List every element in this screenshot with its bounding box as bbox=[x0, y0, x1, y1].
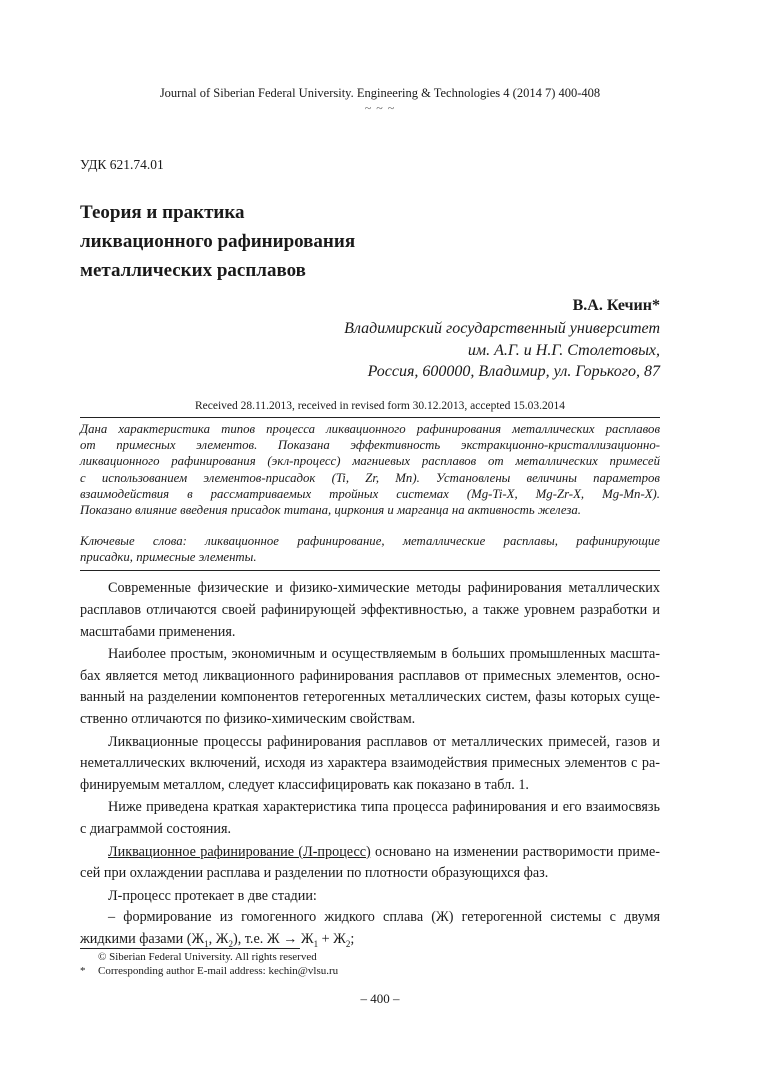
abstract-bottom-rule bbox=[80, 570, 660, 571]
body-line: неметаллических включений, исходя из характера взаимодействия примесных элементов с ра- bbox=[80, 755, 660, 772]
title-line: Теория и практика bbox=[80, 202, 245, 223]
footnote-marker: * bbox=[80, 965, 86, 977]
article-title bbox=[80, 198, 355, 285]
udk-code: УДК 621.74.01 bbox=[80, 157, 164, 172]
abstract-top-rule bbox=[80, 417, 660, 418]
abstract-line: взаимодействия в рассматриваемых тройных системах (Mg-Ti-X, Mg-Zr-X, Mg-Mn-X). bbox=[80, 486, 660, 501]
affiliation-line: Владимирский государственный университет bbox=[344, 320, 660, 337]
journal-header: Journal of Siberian Federal University. Engineering & Technologies 4 (2014 7) 400-408 bbox=[159, 86, 601, 100]
body-line: масштабами применения. bbox=[80, 623, 236, 640]
body-line: Л-процесс протекает в две стадии: bbox=[108, 887, 317, 904]
affiliation-line: Россия, 600000, Владимир, ул. Горького, 87 bbox=[367, 363, 660, 380]
footnote-rule bbox=[80, 948, 300, 949]
header-ornament: ~ ~ ~ bbox=[364, 101, 396, 115]
body-line: Наиболее простым, экономичным и осуществляемым в больших промышленных масшта- bbox=[108, 645, 660, 662]
author-affiliation bbox=[344, 318, 660, 383]
body-line: сей при охлаждении расплава и разделении по плотности образующихся фаз. bbox=[80, 865, 549, 882]
body-line: Современные физические и физико-химические методы рафинирования металлических bbox=[108, 580, 660, 596]
abstract bbox=[80, 421, 660, 518]
footnote-text: Corresponding author E-mail address: kechin@vlsu.ru bbox=[98, 965, 339, 977]
abstract-line: от примесных элементов. Показана эффективность экстракционно-кристаллизационно- bbox=[80, 438, 660, 453]
author-name: В.А. Кечин* bbox=[572, 297, 660, 314]
body-text: основано на изменении растворимости приме- bbox=[370, 843, 660, 860]
keywords bbox=[80, 533, 660, 565]
body-line: с диаграммой состояния. bbox=[80, 821, 232, 838]
abstract-line: Показано влияние введения присадок титана, циркония и марганца на активность железа. bbox=[80, 503, 581, 518]
article-body bbox=[80, 578, 660, 956]
abstract-line: ликвационного рафинирования (экл-процесс) магниевых расплавов от металлических примесей bbox=[80, 454, 660, 469]
body-line: ственно отличаются по физико-химическим свойствам. bbox=[80, 711, 416, 728]
body-line: ванный на разделении компонентов гетерогенных металлических систем, фазы которых суще- bbox=[80, 689, 660, 706]
body-line: бах является метод ликвационного рафинирования расплавов от примесных элементов, осно- bbox=[80, 667, 660, 684]
body-line: расплавов отличаются своей рафинирующей эффективностью, а также уровнем разработки и bbox=[80, 601, 660, 618]
abstract-line: Дана характеристика типов процесса ликвационного рафинирования металлических расплавов bbox=[80, 422, 660, 436]
term-liquation-refining: Ликвационное рафинирование (Л-процесс) bbox=[108, 843, 371, 860]
keywords-line: Ключевые слова: ликвационное рафинирование, металлические расплавы, рафинирующие bbox=[80, 534, 660, 548]
list-item: – формирование из гомогенного жидкого сплава (Ж) гетерогенной системы с двумя bbox=[108, 909, 660, 926]
affiliation-line: им. А.Г. и Н.Г. Столетовых, bbox=[467, 341, 660, 359]
title-line: ликвационного рафинирования bbox=[80, 231, 356, 252]
body-line: жидкими фазами ($Ж_1$, $Ж_2$), т.е. $Ж \to Ж_1 + Ж_2$; bbox=[80, 931, 355, 950]
keywords-line: присадки, примесные элементы. bbox=[80, 550, 257, 565]
footnote-corresponding bbox=[80, 965, 338, 977]
received-dates: Received 28.11.2013, received in revised form 30.12.2013, accepted 15.03.2014 bbox=[194, 400, 566, 412]
page-number: – 400 – bbox=[360, 991, 400, 1006]
title-line: металлических расплавов bbox=[80, 260, 306, 281]
abstract-line: с использованием элементов-присадок (Ti, Zr, Mn). Установлены величины параметров bbox=[80, 470, 660, 485]
footnote-copyright: © Siberian Federal University. All rights reserved bbox=[98, 951, 317, 963]
body-line: Ниже приведена краткая характеристика типа процесса рафинирования и его взаимосвязь bbox=[108, 799, 660, 816]
body-line: финируемым металлом, следует классифицировать как показано в табл. 1. bbox=[80, 777, 529, 794]
body-line: Ликвационные процессы рафинирования расплавов от металлических примесей, газов и bbox=[108, 733, 660, 750]
body-line bbox=[80, 842, 660, 864]
